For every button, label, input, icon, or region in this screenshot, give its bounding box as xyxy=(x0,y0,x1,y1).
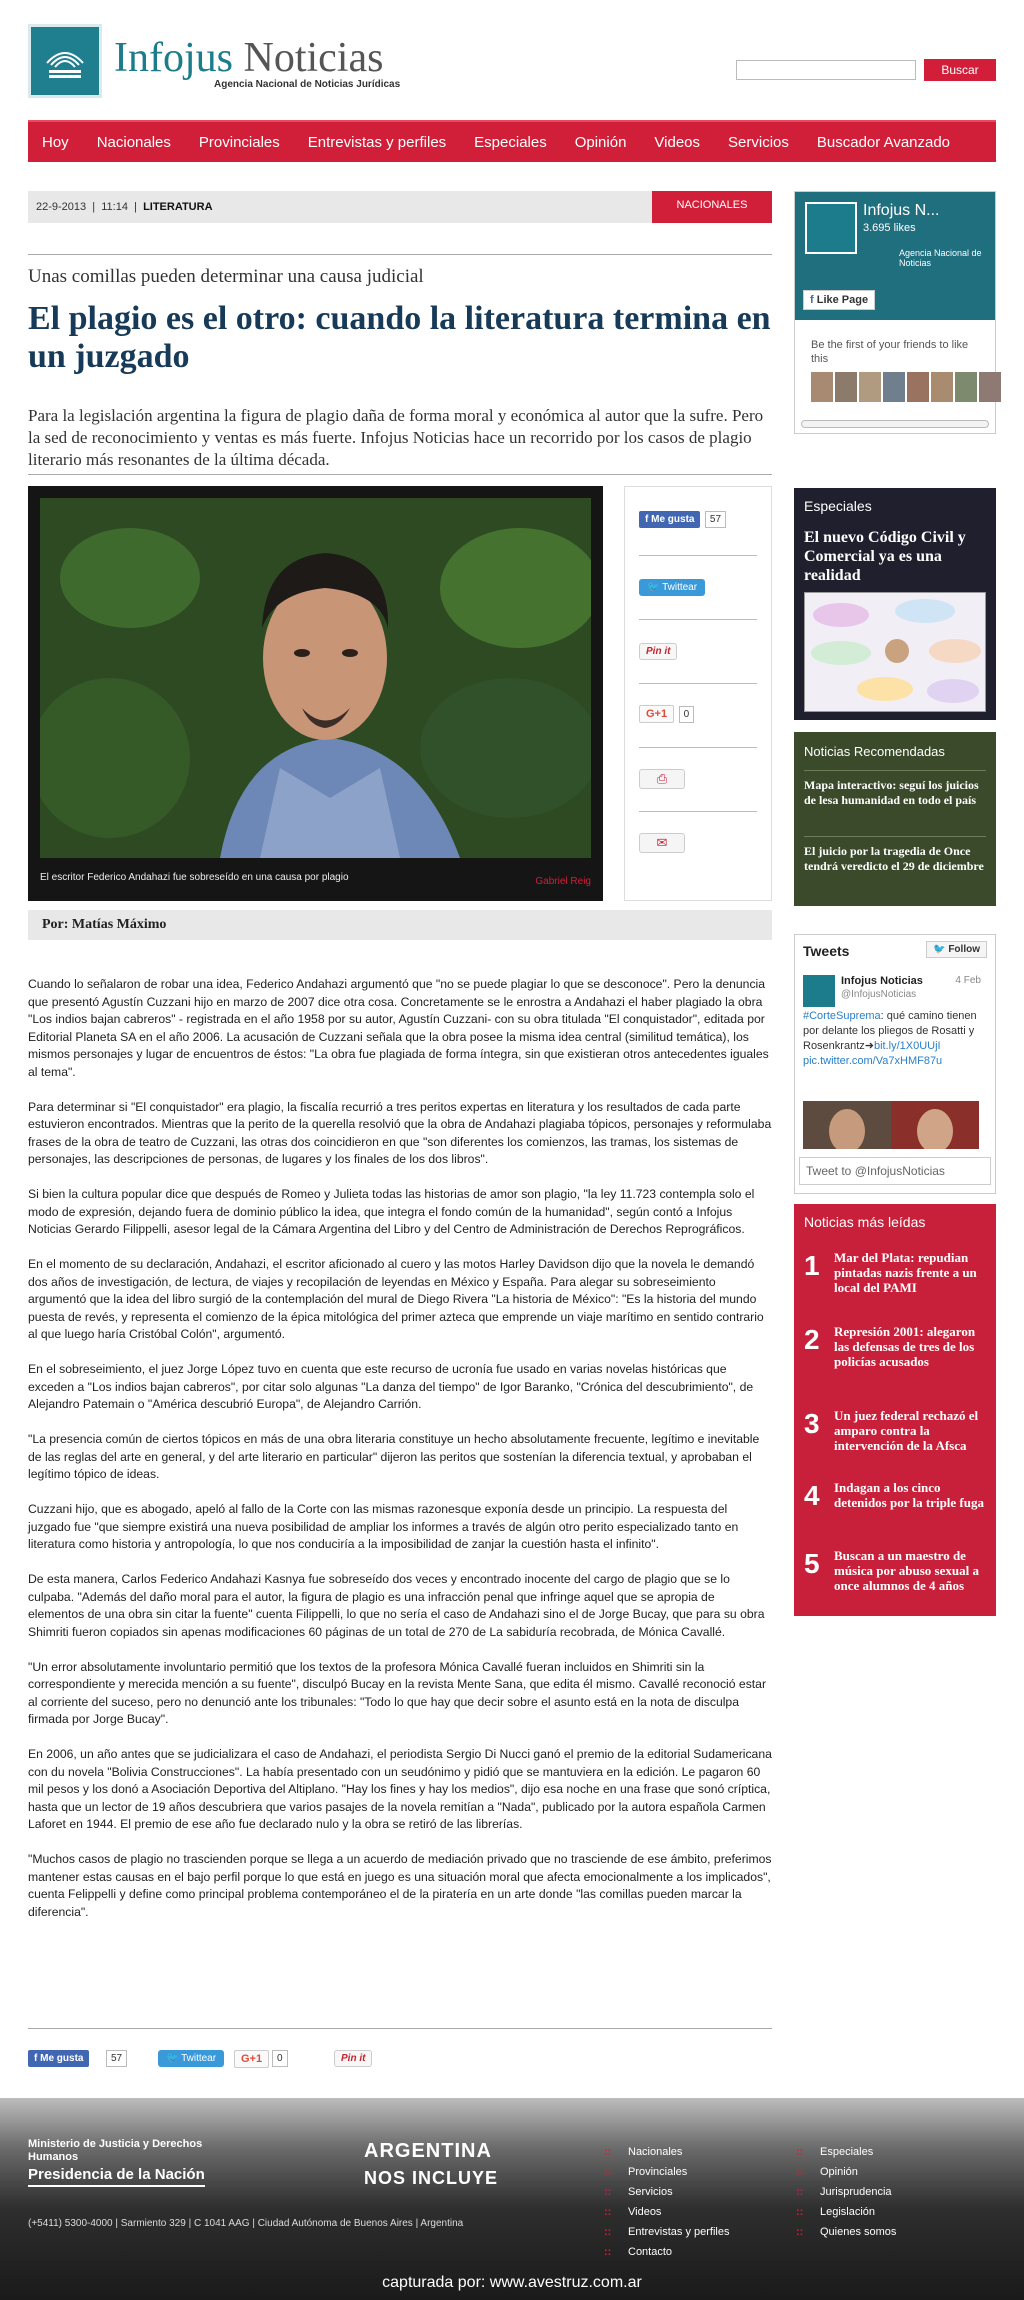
avatar[interactable] xyxy=(883,372,905,402)
logo-subtitle: Agencia Nacional de Noticias Jurídicas xyxy=(214,79,401,90)
tweet-to-input[interactable]: Tweet to @InfojusNoticias xyxy=(799,1157,991,1185)
tweet-button-bottom[interactable] xyxy=(158,2050,224,2067)
gplus-count: 0 xyxy=(679,706,695,723)
fb-agency: Agencia Nacional de Noticias xyxy=(899,248,982,268)
footer-link-legislacion[interactable]: :: Legislación xyxy=(796,2202,896,2222)
article-author: Por: Matías Máximo xyxy=(28,910,772,940)
tweet-button[interactable] xyxy=(639,579,705,596)
photo-credit: Gabriel Reig xyxy=(535,876,591,887)
footer-link-quienes-somos[interactable]: :: Quienes somos xyxy=(796,2222,896,2242)
avatar[interactable] xyxy=(931,372,953,402)
facebook-widget xyxy=(794,191,996,434)
especiales-headline[interactable]: El nuevo Código Civil y Comercial ya es una realidad xyxy=(804,529,966,584)
article-paragraph: De esta manera, Carlos Federico Andahazi Kasnya fue sobreseído dos veces y encontrado inocente del cargo de plagio que se lo culpaba. "Además del daño moral para el autor, la figura de plagio es una infracción penal que infringe aquel que se apropia de elementos de una obra sin citar la fuente" cuenta Filippelli, lo que no sería el caso de Andahazi sino el de Jorge Bucay, que para su obra Shimriti fueron copiados sin apenas modificaciones 60 páginas de un total de 270 de La sabiduría recobrada, de Mónica Cavallé. xyxy=(28,1572,765,1639)
especiales-image[interactable] xyxy=(804,592,986,712)
footer-links-col1 xyxy=(604,2142,729,2262)
nav-item-especiales[interactable]: Especiales xyxy=(474,133,547,151)
twitter-widget xyxy=(794,934,996,1194)
gplus-count-bottom: 0 xyxy=(272,2050,288,2067)
fb-like-page-button[interactable] xyxy=(803,290,875,310)
avatar[interactable] xyxy=(955,372,977,402)
especiales-title: Especiales xyxy=(804,498,872,514)
share-panel xyxy=(624,486,772,901)
avatar[interactable] xyxy=(859,372,881,402)
nav-item-hoy[interactable]: Hoy xyxy=(42,133,69,151)
footer-ministry[interactable]: Ministerio de Justicia y Derechos Humanos xyxy=(28,2138,203,2163)
avatar[interactable] xyxy=(835,372,857,402)
follow-label: Follow xyxy=(948,944,980,955)
tweet-user[interactable]: Infojus Noticias xyxy=(841,975,923,987)
logo-icon[interactable] xyxy=(28,24,102,98)
tweet-label: Twittear xyxy=(181,2053,217,2064)
article-category[interactable]: LITERATURA xyxy=(143,201,213,213)
divider xyxy=(804,770,986,771)
divider xyxy=(28,2028,772,2029)
article-paragraph: En el sobreseimiento, el juez Jorge López tuvo en cuenta que este recurso de ucronía fue usado en varias novelas históricas que exceden a "Los indios bajan cabreros", por citar solo algunas "La danza del tiempo" de Igor Baranko, "Crónica del descubrimiento", de Alejandro Patemain o "América descubrió Europa", de Alejandro Carrión. xyxy=(28,1362,754,1411)
tweet-pic-link[interactable]: pic.twitter.com/Va7xHMF87u xyxy=(803,1055,943,1067)
article-paragraph: "Muchos casos de plagio no trascienden porque se llega a un acuerdo de mediación privado que no trasciende de ese ámbito, preferimos mantener estas causas en el bajo perfil porque lo que está en juego es una situación moral que afecta emocionalmente a los implicados", cuenta Felippelli y define como principal problema contemporáneo el de la piratería en un arte donde "las comillas pueden marcar la diferencia". xyxy=(28,1852,772,1919)
mas-leidas-title: Noticias más leídas xyxy=(804,1214,926,1230)
site-header xyxy=(0,0,1024,118)
nav-item-nacionales[interactable]: Nacionales xyxy=(96,133,171,151)
site-footer xyxy=(0,2098,1024,2300)
main-nav xyxy=(28,120,996,162)
mas-leida-item[interactable] xyxy=(804,1324,986,1384)
mas-leida-number: 1 xyxy=(804,1250,820,1281)
facebook-icon: f xyxy=(34,2053,38,2064)
avatar[interactable] xyxy=(979,372,1001,402)
divider xyxy=(639,555,757,556)
article-lead: Para la legislación argentina la figura de plagio daña de forma moral y económica al autor que la sufre. Pero la sed de reconocimiento y ventas es más fuerte. Infojus Noticias hace un recorrido por los casos de plagio literario más resonantes de la última década. xyxy=(28,406,764,469)
fb-like-page-label: Like Page xyxy=(816,294,869,306)
fb-friends-text: Be the first of your friends to like this xyxy=(811,339,969,365)
tweets-title: Tweets xyxy=(803,943,850,959)
footer-links-col2 xyxy=(796,2142,896,2242)
email-row xyxy=(639,833,757,853)
article-photo xyxy=(28,486,603,901)
search-button[interactable]: Buscar xyxy=(924,59,996,81)
nav-item-videos[interactable]: Videos xyxy=(654,133,701,151)
article-kicker: Unas comillas pueden determinar una causa judicial xyxy=(28,266,424,287)
gplus-button[interactable]: G+1 xyxy=(639,705,674,723)
footer-argentina: ARGENTINA xyxy=(364,2140,492,2162)
article-time: 11:14 xyxy=(101,201,128,213)
tweet-handle[interactable]: @InfojusNoticias xyxy=(841,989,917,1000)
fb-cover xyxy=(795,192,995,320)
tweet-row xyxy=(639,577,757,596)
tweet-date[interactable]: 4 Feb xyxy=(955,975,981,986)
article-paragraph: Cuzzani hijo, que es abogado, apeló al fallo de la Corte con las mismas razonesque exponía desde un principio. La respuesta del juzgado fue "que siempre existirá una nueva posibilidad de ampliar los informes a través de algún otro perito especializado tanto en literatura como historia y antropología, lo que nos conduciría a la imposibilidad de zanjar la cuestión hasta el infinito". xyxy=(28,1502,739,1551)
avatar[interactable] xyxy=(803,975,835,1007)
search-input[interactable] xyxy=(736,60,916,80)
article-meta-bar: 22-9-2013 | 11:14 | LITERATURA xyxy=(28,191,772,223)
footer-link-contacto[interactable]: :: Contacto xyxy=(604,2242,729,2262)
nav-item-servicios[interactable]: Servicios xyxy=(728,133,789,151)
recomendada-item[interactable]: El juicio por la tragedia de Once tendrá veredicto el 29 de diciembre xyxy=(804,844,984,873)
mas-leida-item[interactable] xyxy=(804,1480,986,1540)
fb-like-count-bottom: 57 xyxy=(106,2050,127,2067)
article-paragraph: Para determinar si "El conquistador" era plagio, la fiscalía recurrió a tres peritos expertas en literatura y los resultados de cada parte estuvieron encontrados. Mientras que la perito de la querella resolvió que la obra de Andahazi plagiaba tópicos, personajes y reformulaba frases de la obra de teatro de Cuzzani, las otras dos coincidieron en que "son diferentes los comienzos, las tramas, los sistemas de personajes, las descripciones de personas, de lugares y los finales de los dos libros". xyxy=(28,1099,772,1166)
article-paragraph: Si bien la cultura popular dice que después de Romeo y Julieta todas las historias de amor son plagio, "la ley 11.723 contempla solo el modo de expresión, dejando fuera de dominio público la idea, que integra el fondo común de la humanidad", según contó a Infojus Noticias Gerardo Filippelli, asesor legal de la Cámara Argentina del Libro y del Centro de Administración de Derechos Reprográficos. xyxy=(28,1187,755,1236)
section-tag[interactable]: NACIONALES xyxy=(652,191,772,223)
tweet-link[interactable]: bit.ly/1X0UUjI xyxy=(873,1040,941,1052)
mas-leida-text[interactable]: Buscan a un maestro de música por abuso sexual a once alumnos de 4 años xyxy=(834,1548,979,1593)
article-headline: El plagio es el otro: cuando la literatura termina en un juzgado xyxy=(28,300,771,375)
email-icon[interactable]: ✉ xyxy=(639,833,685,853)
divider xyxy=(639,747,757,748)
article-paragraph: En el momento de su declaración, Andahazi, el escritor aficionado al cuero y las motos Harley Davidson dijo que la novela le demandó dos años de investigación, de lectura, de viajes y recopilación de leyendas en México y España. Para alegar su sobreseimiento argumentó que la idea del libro surgió de la contemplación del mural de Diego Rivera "La historia de México": "Es la historia del mundo puesta de revés, y representa el comienzo de la épica mitológica del primer azteca que emprende un viaje marítimo en sentido contrario al que luego haría Cristóbal Colón", argumentó. xyxy=(28,1257,764,1341)
twitter-icon: 🐦 xyxy=(166,2053,179,2064)
footer-nos-incluye: NOS INCLUYE xyxy=(364,2168,499,2188)
mas-leida-number: 5 xyxy=(804,1548,820,1579)
article-date: 22-9-2013 xyxy=(36,201,87,213)
mas-leida-number: 4 xyxy=(804,1480,820,1511)
photo-caption: El escritor Federico Andahazi fue sobreseído en una causa por plagio xyxy=(40,872,349,883)
mas-leida-number: 3 xyxy=(804,1408,820,1439)
footer-link-opinion[interactable]: :: Opinión xyxy=(796,2162,896,2182)
tweet-label: Twittear xyxy=(662,582,698,593)
fb-like-label: Me gusta xyxy=(651,514,695,526)
article-paragraph: Cuando lo señalaron de robar una idea, Federico Andahazi argumentó que "no se puede plagiar lo que se desconoce". Pero la denuncia que presentó Agustín Cuzzani hijo en marzo de 2007 dice otra cosa. Concretamente se le enrostra a Andahazi el haber plagiado la obra "Los indios bajan cabreros" - registrada en el año 1958 por su autor, Agustín Cuzzani- con su obra titulada "El conquistador", editada por Editorial Planeta SA en el año 2006. La acusación de Cuzzani señala que la obra posee la misma idea central (similitud temática), los mismos personajes y lugar de encuentros de éstos: "La obra fue plagiada de forma íntegra, sin que existieran otros antecedentes iguales al tema". xyxy=(28,977,769,1079)
footer-link-entrevistas[interactable]: :: Entrevistas y perfiles xyxy=(604,2222,729,2242)
avatar[interactable] xyxy=(811,372,833,402)
mas-leida-text[interactable]: Mar del Plata: repudian pintadas nazis frente a un local del PAMI xyxy=(834,1250,977,1295)
divider xyxy=(28,254,772,255)
footer-link-especiales[interactable]: :: Especiales xyxy=(796,2142,896,2162)
article-paragraph: En 2006, un año antes que se judicializara el caso de Andahazi, el periodista Sergio Di Nucci ganó el premio de la editorial Sudamericana con du novela "Bolivia Construcciones". La había presentado con un seudónimo y pidió que se mantuviera en la edición. Le pagaron 60 mil pesos y los donó a Asociación Deportiva del Altiplano. "Hay los fines y hay los medios", dijo esa noche en una frase que sonó críptica, hasta que un lector de 19 años descubriera que varios pasajes de la novela remitían a "Nada", publicado por la autora española Carmen Laforet en 1944. El premio de ese año fue declarado nulo y la obra se retiró de las librerías. xyxy=(28,1747,772,1831)
fb-scrollbar[interactable] xyxy=(801,420,989,428)
article-paragraph: "La presencia común de ciertos tópicos en más de una obra literaria constituye un hecho absolutamente frecuente, legítimo e inevitable de las reglas del arte en general, y del arte literario en particular" dijeron las peritos que sostenían la diferencia textual, y aprobaban el legítimo tópico de ideas. xyxy=(28,1432,760,1481)
recomendada-item[interactable]: Mapa interactivo: seguí los juicios de lesa humanidad en todo el país xyxy=(804,778,979,807)
mas-leidas-box xyxy=(794,1204,996,1616)
fb-like-row xyxy=(639,511,757,529)
pin-it-button-bottom[interactable]: Pin it xyxy=(334,2050,372,2067)
mas-leida-item[interactable] xyxy=(804,1548,986,1608)
footer-address: (+5411) 5300-4000 | Sarmiento 329 | C 1041 AAG | Ciudad Autónoma de Buenos Aires | Argentina xyxy=(28,2218,464,2229)
facebook-icon: f xyxy=(810,294,814,306)
tweet-image[interactable] xyxy=(803,1101,979,1149)
twitter-icon: 🐦 xyxy=(933,944,946,955)
site-logo-title[interactable] xyxy=(114,36,383,80)
fb-like-button-bottom[interactable] xyxy=(28,2050,89,2067)
footer-link-jurisprudencia[interactable]: :: Jurisprudencia xyxy=(796,2182,896,2202)
article-paragraph: "Un error absolutamente involuntario permitió que los textos de la profesora Mónica Cavallé fueran incluidos en Shimriti sin la correspondiente y merecida mención a su fuente", disculpó Bucay en la revista Mente Sana, que edita él mismo. Cavallé reconoció estar al corriente del suceso, pero no denunció ante los tribunales: "Todo lo que hay que decir sobre el asunto está en la nota de disculpa firmada por Jorge Bucay". xyxy=(28,1659,767,1726)
gplus-button-bottom[interactable]: G+1 xyxy=(234,2050,269,2068)
mas-leida-text[interactable]: Indagan a los cinco detenidos por la triple fuga xyxy=(834,1480,984,1510)
mas-leida-number: 2 xyxy=(804,1324,820,1355)
fb-like-label: Me gusta xyxy=(40,2053,84,2064)
recomendadas-box xyxy=(794,732,996,906)
divider xyxy=(639,811,757,812)
twitter-follow-button[interactable] xyxy=(926,941,987,958)
fb-page-logo-icon[interactable] xyxy=(805,202,857,254)
tweet-text xyxy=(803,1009,979,1069)
footer-link-provinciales[interactable]: :: Provinciales xyxy=(604,2162,729,2182)
avatar[interactable] xyxy=(907,372,929,402)
divider xyxy=(639,619,757,620)
footer-link-nacionales[interactable]: :: Nacionales xyxy=(604,2142,729,2162)
mas-leida-item[interactable] xyxy=(804,1408,986,1468)
divider xyxy=(804,836,986,837)
fb-like-button[interactable] xyxy=(639,511,700,528)
footer-link-servicios[interactable]: :: Servicios xyxy=(604,2182,729,2202)
fb-like-count: 57 xyxy=(705,511,726,528)
logo-word: Noticias xyxy=(243,35,384,81)
photo-image xyxy=(40,498,591,858)
logo-brand: Infojus xyxy=(114,35,233,81)
pin-row xyxy=(639,641,757,660)
print-icon[interactable]: ⎙ xyxy=(639,769,685,789)
fb-page-likes: 3.695 likes xyxy=(863,222,916,234)
mas-leida-text[interactable]: Represión 2001: alegaron las defensas de tres de los policías acusados xyxy=(834,1324,976,1369)
nav-item-buscador[interactable]: Buscador Avanzado xyxy=(816,133,951,151)
nav-item-entrevistas[interactable]: Entrevistas y perfiles xyxy=(307,133,447,151)
divider xyxy=(28,474,772,475)
tweet-body: : qué camino tienen por delante los pliegos de Rosatti y Rosenkrantz➜ xyxy=(803,1010,977,1052)
pin-it-button[interactable]: Pin it xyxy=(639,643,677,660)
especiales-box xyxy=(794,488,996,720)
facebook-icon: f xyxy=(645,514,649,526)
recomendadas-title: Noticias Recomendadas xyxy=(804,744,945,759)
mas-leida-item[interactable] xyxy=(804,1250,986,1310)
tweet-hashtag[interactable]: #CorteSuprema xyxy=(803,1010,881,1022)
bottom-share-bar xyxy=(28,2050,772,2072)
fb-friend-avatars xyxy=(811,372,1001,402)
footer-link-videos[interactable]: :: Videos xyxy=(604,2202,729,2222)
capture-watermark: capturada por: www.avestruz.com.ar xyxy=(382,2274,642,2291)
nav-item-provinciales[interactable]: Provinciales xyxy=(198,133,280,151)
print-row xyxy=(639,769,757,789)
nav-item-opinion[interactable]: Opinión xyxy=(574,133,627,151)
article-body xyxy=(28,976,772,1939)
footer-presidency[interactable]: Presidencia de la Nación xyxy=(28,2166,205,2187)
gplus-row xyxy=(639,705,757,723)
fb-page-name[interactable]: Infojus N... xyxy=(863,202,940,219)
twitter-icon: 🐦 xyxy=(647,582,660,593)
divider xyxy=(639,683,757,684)
mas-leida-text[interactable]: Un juez federal rechazó el amparo contra la intervención de la Afsca xyxy=(834,1408,979,1453)
